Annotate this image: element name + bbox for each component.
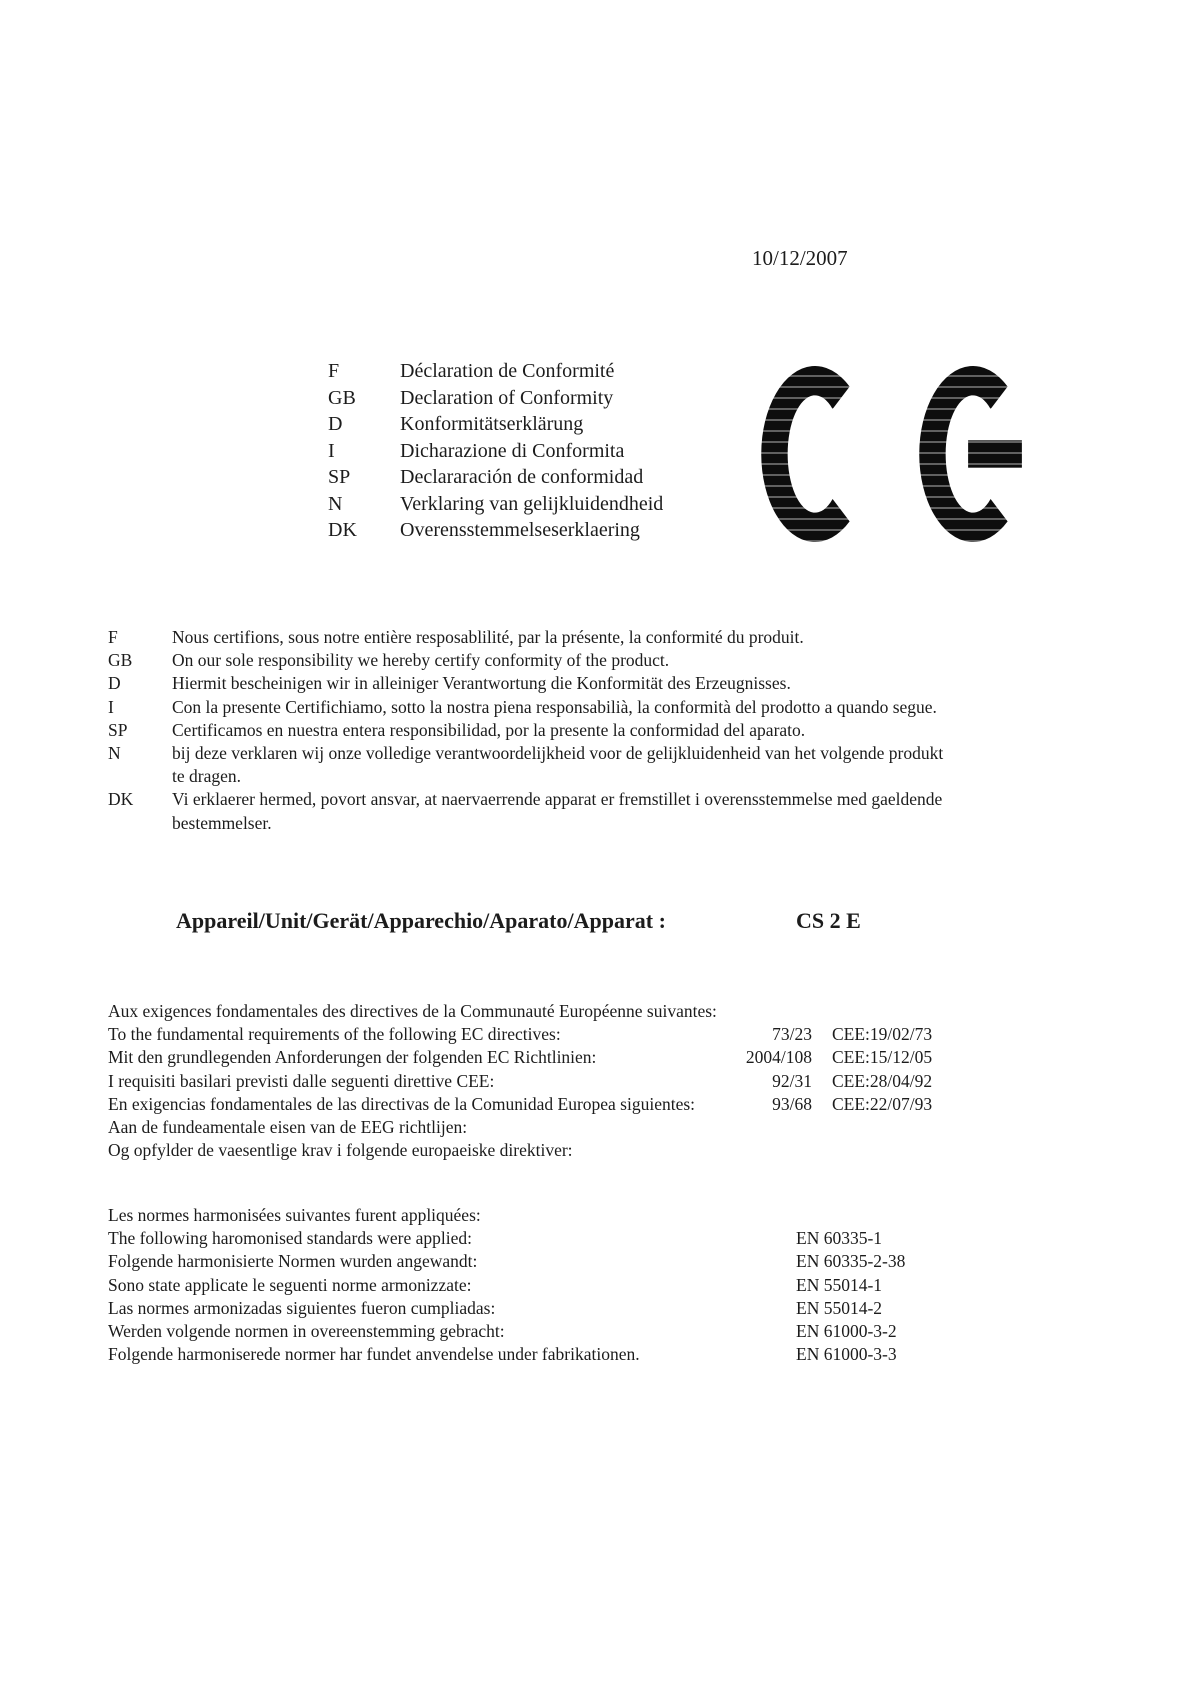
statement-text: Nous certifions, sous notre entière resposablilité, par la présente, la conformité du produit. xyxy=(172,627,804,647)
product-label: Appareil/Unit/Gerät/Apparechio/Aparato/Apparat : xyxy=(176,908,666,933)
standard-code: EN 61000-3-2 xyxy=(796,1321,897,1342)
language-title: Konformitätserklärung xyxy=(400,413,584,435)
directive-text: Mit den grundlegenden Anforderungen der folgenden EC Richtlinien: xyxy=(108,1047,597,1068)
table-row xyxy=(108,1343,905,1366)
directive-cee-date: CEE:28/04/92 xyxy=(832,1070,933,1091)
standards-section xyxy=(108,1204,905,1366)
statement-text: On our sole responsibility we hereby certify conformity of the product. xyxy=(172,650,670,671)
list-item xyxy=(108,719,943,742)
ce-letter-e-icon xyxy=(918,366,1028,542)
product-model: CS 2 E xyxy=(796,908,861,933)
table-row xyxy=(108,1204,905,1227)
language-title: Declaration of Conformity xyxy=(400,386,614,409)
ce-mark-logo xyxy=(760,366,1032,542)
directive-number: 92/31 xyxy=(772,1070,812,1091)
standard-text: Sono state applicate le seguenti norme armonizzate: xyxy=(108,1274,472,1295)
standard-code: EN 55014-2 xyxy=(796,1297,883,1318)
list-item xyxy=(108,649,943,672)
directive-number: 73/23 xyxy=(772,1024,812,1045)
language-code: I xyxy=(328,439,335,462)
standard-text: Folgende harmoniserede normer har fundet anvendelse under fabrikationen. xyxy=(108,1344,640,1365)
table-row xyxy=(108,1297,905,1320)
table-row xyxy=(108,1023,932,1046)
language-code: D xyxy=(328,413,343,435)
table-row xyxy=(108,1000,932,1023)
table-row xyxy=(108,1139,932,1162)
directive-text: Aux exigences fondamentales des directives de la Communauté Européenne suivantes: xyxy=(108,1001,717,1021)
language-code: GB xyxy=(108,650,133,671)
list-item xyxy=(108,696,943,719)
language-title: Dicharazione di Conformita xyxy=(400,439,625,462)
list-item xyxy=(328,438,663,465)
statement-text: Vi erklaerer hermed, povort ansvar, at naervaerrende apparat er fremstillet i overensstemmelse med gaeldende xyxy=(172,789,943,810)
statement-text: Hiermit bescheinigen wir in alleiniger Verantwortung die Konformität des Erzeugnisses. xyxy=(172,673,791,694)
directive-number: 93/68 xyxy=(772,1093,812,1114)
language-code: DK xyxy=(328,519,357,541)
directive-number xyxy=(736,1000,812,1023)
list-item xyxy=(328,517,663,544)
statement-text: bij deze verklaren wij onze volledige verantwoordelijkheid voor de gelijkluidenheid van het volgende produkt xyxy=(172,743,944,764)
language-code: SP xyxy=(108,719,128,740)
standard-code: EN 60335-2-38 xyxy=(796,1251,906,1272)
directives-section xyxy=(108,1000,932,1162)
language-code: SP xyxy=(328,466,351,488)
standard-text: Folgende harmonisierte Normen wurden angewandt: xyxy=(108,1251,478,1272)
list-item xyxy=(108,742,943,788)
directive-text: I requisiti basilari previsti dalle seguenti direttive CEE: xyxy=(108,1070,495,1091)
language-title: Overensstemmelseserklaering xyxy=(400,519,640,541)
directive-text: To the fundamental requirements of the following EC directives: xyxy=(108,1024,561,1045)
language-code: I xyxy=(108,696,114,717)
directive-text: En exigencias fondamentales de las directivas de la Comunidad Europea siguientes: xyxy=(108,1093,696,1114)
list-item xyxy=(108,626,943,649)
directive-cee-date: CEE:22/07/93 xyxy=(832,1093,933,1114)
language-title: Déclaration de Conformité xyxy=(400,360,615,382)
table-row xyxy=(108,1046,932,1069)
ce-letter-c-icon xyxy=(760,366,870,542)
table-row xyxy=(108,1093,932,1116)
directive-cee-date: CEE:19/02/73 xyxy=(832,1024,933,1045)
statement-text: te dragen. xyxy=(172,766,241,787)
language-code: N xyxy=(108,743,121,764)
language-code: GB xyxy=(328,386,356,409)
list-item xyxy=(328,358,663,385)
language-code: N xyxy=(328,492,343,515)
language-title: Verklaring van gelijkluidendheid xyxy=(400,492,664,515)
language-code: F xyxy=(328,360,340,382)
directive-number xyxy=(736,1139,812,1162)
language-code: D xyxy=(108,673,121,694)
table-row xyxy=(108,1227,905,1250)
declaration-statements xyxy=(108,626,943,835)
statement-text: bestemmelser. xyxy=(172,812,272,833)
statement-text: Certificamos en nuestra entera responsibilidad, por la presente la conformidad del aparato. xyxy=(172,719,806,740)
table-row xyxy=(108,1116,932,1139)
list-item xyxy=(328,491,663,518)
language-title: Declararación de conformidad xyxy=(400,466,644,488)
list-item xyxy=(328,464,663,491)
directive-text: Aan de fundeamentale eisen van de EEG richtlijen: xyxy=(108,1117,468,1138)
list-item xyxy=(108,672,943,695)
standard-code: EN 55014-1 xyxy=(796,1274,883,1295)
product-line xyxy=(176,908,861,934)
directive-text: Og opfylder de vaesentlige krav i folgende europaeiske direktiver: xyxy=(108,1140,573,1161)
list-item xyxy=(328,411,663,438)
table-row xyxy=(108,1274,905,1297)
table-row xyxy=(108,1320,905,1343)
statement-text: Con la presente Certifichiamo, sotto la nostra piena responsabilià, la conformità del prodotto a quando segue. xyxy=(172,696,937,717)
table-row xyxy=(108,1070,932,1093)
directive-cee-date: CEE:15/12/05 xyxy=(832,1047,933,1068)
document-date: 10/12/2007 xyxy=(752,246,848,270)
standard-code: EN 61000-3-3 xyxy=(796,1344,897,1365)
list-item xyxy=(108,788,943,834)
table-row xyxy=(108,1250,905,1273)
list-item xyxy=(328,385,663,412)
standard-text: Les normes harmonisées suivantes furent appliquées: xyxy=(108,1205,481,1225)
standard-text: Las normes armonizadas siguientes fueron cumpliadas: xyxy=(108,1297,496,1318)
language-title-list xyxy=(328,358,663,544)
standard-text: The following haromonised standards were applied: xyxy=(108,1228,472,1249)
directive-number xyxy=(736,1116,812,1139)
standard-text: Werden volgende normen in overeenstemming gebracht: xyxy=(108,1321,505,1342)
standard-code: EN 60335-1 xyxy=(796,1228,883,1249)
language-code: F xyxy=(108,627,118,647)
language-code: DK xyxy=(108,789,134,810)
directive-number: 2004/108 xyxy=(745,1047,812,1068)
